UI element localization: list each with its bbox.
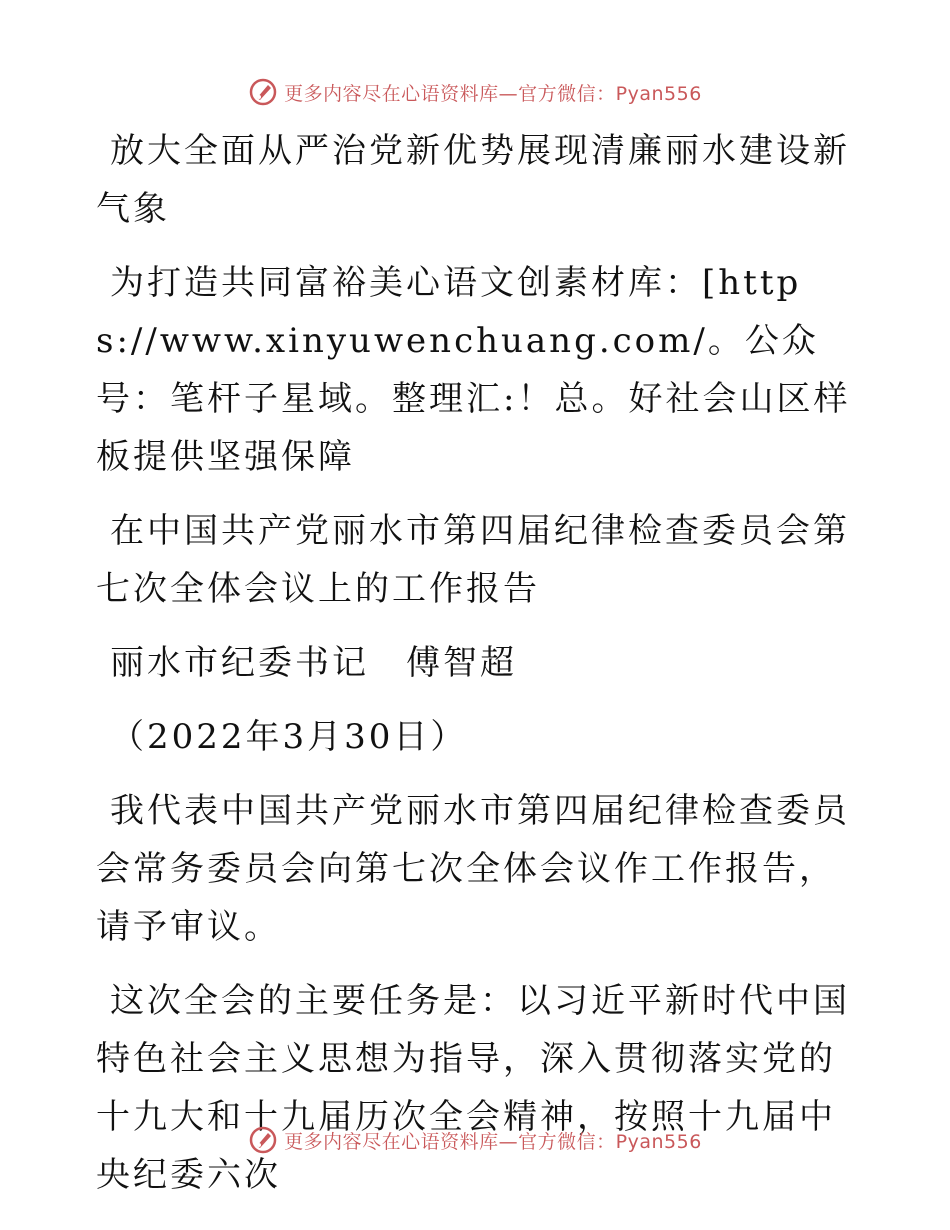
banner-text: 更多内容尽在心语资料库—官方微信：Pyan556 — [284, 1130, 702, 1153]
pen-logo-icon — [248, 77, 278, 107]
report-title: 在中国共产党丽水市第四届纪律检查委员会第七次全体会议上的工作报告 — [96, 511, 850, 609]
date-line: （2022年3月30日） — [110, 717, 468, 757]
body-paragraph-2: 这次全会的主要任务是：以习近平新时代中国特色社会主义思想为指导，深入贯彻落实党的十九大和十九届历次全会精神，按照十九届中央纪委六次 — [96, 981, 850, 1195]
body-paragraph-1: 我代表中国共产党丽水市第四届纪律检查委员会常务委员会向第七次全体会议作工作报告，请予审议。 — [96, 791, 850, 947]
author-line: 丽水市纪委书记 傅智超 — [110, 643, 517, 683]
header-banner — [0, 72, 950, 112]
document-body — [96, 122, 856, 1204]
footer-banner — [0, 1120, 950, 1160]
document-title: 放大全面从严治党新优势展现清廉丽水建设新气象 — [96, 131, 850, 229]
intro-paragraph: 为打造共同富裕美心语文创素材库：[https://www.xinyuwenchuang.com/。公众号：笔杆子星域。整理汇:！总。好社会山区样板提供坚强保障 — [96, 263, 851, 477]
pen-logo-icon — [248, 1125, 278, 1155]
banner-text: 更多内容尽在心语资料库—官方微信：Pyan556 — [284, 82, 702, 105]
